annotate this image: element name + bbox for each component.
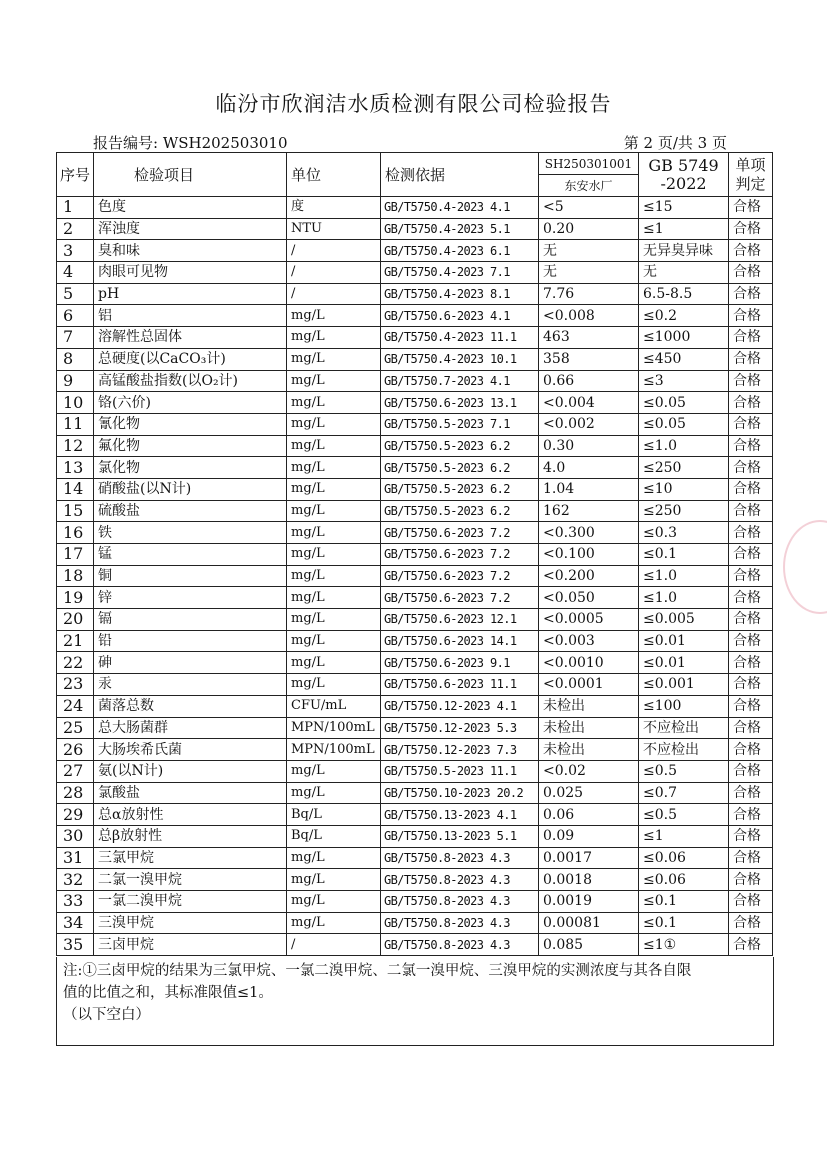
table-row xyxy=(57,197,773,219)
table-row xyxy=(57,891,773,913)
row-result: 7.76 xyxy=(539,283,639,305)
row-judgement: 合格 xyxy=(729,348,773,370)
row-seq: 11 xyxy=(57,413,94,435)
row-unit: mg/L xyxy=(287,327,381,349)
row-limit: ≤250 xyxy=(639,457,729,479)
row-result: 0.09 xyxy=(539,825,639,847)
row-seq: 27 xyxy=(57,760,94,782)
row-result: 0.0017 xyxy=(539,847,639,869)
row-item: 氯酸盐 xyxy=(94,782,287,804)
header-unit: 单位 xyxy=(287,153,381,197)
row-judgement: 合格 xyxy=(729,457,773,479)
row-unit: mg/L xyxy=(287,457,381,479)
row-result: <0.008 xyxy=(539,305,639,327)
row-unit: mg/L xyxy=(287,760,381,782)
table-row xyxy=(57,327,773,349)
row-unit: mg/L xyxy=(287,782,381,804)
row-unit: mg/L xyxy=(287,348,381,370)
row-seq: 32 xyxy=(57,869,94,891)
row-result: 无 xyxy=(539,240,639,262)
row-item: 肉眼可见物 xyxy=(94,262,287,284)
row-item: 大肠埃希氏菌 xyxy=(94,739,287,761)
table-row xyxy=(57,717,773,739)
row-seq: 10 xyxy=(57,392,94,414)
seal-stamp xyxy=(783,520,827,614)
table-row xyxy=(57,240,773,262)
row-result: 0.06 xyxy=(539,804,639,826)
row-unit: 度 xyxy=(287,197,381,219)
results-table xyxy=(56,152,773,956)
row-seq: 20 xyxy=(57,609,94,631)
row-judgement: 合格 xyxy=(729,587,773,609)
row-judgement: 合格 xyxy=(729,370,773,392)
table-row xyxy=(57,739,773,761)
row-item: 锌 xyxy=(94,587,287,609)
row-item: 高锰酸盐指数(以O₂计) xyxy=(94,370,287,392)
row-basis: GB/T5750.7-2023 4.1 xyxy=(381,370,539,392)
row-basis: GB/T5750.13-2023 5.1 xyxy=(381,825,539,847)
row-item: 锰 xyxy=(94,544,287,566)
row-result: 0.20 xyxy=(539,218,639,240)
row-limit: 6.5-8.5 xyxy=(639,283,729,305)
row-limit: ≤15 xyxy=(639,197,729,219)
row-item: 砷 xyxy=(94,652,287,674)
row-basis: GB/T5750.13-2023 4.1 xyxy=(381,804,539,826)
row-judgement: 合格 xyxy=(729,283,773,305)
row-result: <0.0001 xyxy=(539,674,639,696)
row-basis: GB/T5750.6-2023 14.1 xyxy=(381,630,539,652)
row-seq: 34 xyxy=(57,912,94,934)
table-row xyxy=(57,283,773,305)
row-judgement: 合格 xyxy=(729,544,773,566)
row-item: 二氯一溴甲烷 xyxy=(94,869,287,891)
row-judgement: 合格 xyxy=(729,674,773,696)
row-result: <0.200 xyxy=(539,565,639,587)
row-basis: GB/T5750.6-2023 9.1 xyxy=(381,652,539,674)
row-item: 色度 xyxy=(94,197,287,219)
note-line: 注:①三卤甲烷的结果为三氯甲烷、一氯二溴甲烷、二氯一溴甲烷、三溴甲烷的实测浓度与其各自限 xyxy=(63,963,692,979)
row-basis: GB/T5750.12-2023 7.3 xyxy=(381,739,539,761)
table-row xyxy=(57,869,773,891)
row-limit: ≤1.0 xyxy=(639,587,729,609)
row-unit: CFU/mL xyxy=(287,695,381,717)
row-unit: mg/L xyxy=(287,544,381,566)
row-item: 溶解性总固体 xyxy=(94,327,287,349)
row-judgement: 合格 xyxy=(729,500,773,522)
row-limit: ≤0.01 xyxy=(639,630,729,652)
row-item: 三溴甲烷 xyxy=(94,912,287,934)
row-seq: 2 xyxy=(57,218,94,240)
row-limit: ≤0.7 xyxy=(639,782,729,804)
row-judgement: 合格 xyxy=(729,478,773,500)
row-unit: mg/L xyxy=(287,500,381,522)
row-result: <0.0010 xyxy=(539,652,639,674)
row-limit: ≤1.0 xyxy=(639,565,729,587)
row-judgement: 合格 xyxy=(729,652,773,674)
row-judgement: 合格 xyxy=(729,847,773,869)
row-seq: 23 xyxy=(57,674,94,696)
row-limit: ≤250 xyxy=(639,500,729,522)
row-result: 0.66 xyxy=(539,370,639,392)
row-basis: GB/T5750.10-2023 20.2 xyxy=(381,782,539,804)
row-unit: mg/L xyxy=(287,370,381,392)
row-basis: GB/T5750.4-2023 11.1 xyxy=(381,327,539,349)
row-seq: 5 xyxy=(57,283,94,305)
row-seq: 18 xyxy=(57,565,94,587)
report-title: 临汾市欣润洁水质检测有限公司检验报告 xyxy=(215,92,612,116)
row-limit: ≤10 xyxy=(639,478,729,500)
row-unit: NTU xyxy=(287,218,381,240)
row-result: <0.004 xyxy=(539,392,639,414)
row-result: 0.025 xyxy=(539,782,639,804)
row-result: 358 xyxy=(539,348,639,370)
row-judgement: 合格 xyxy=(729,435,773,457)
table-row xyxy=(57,392,773,414)
table-row xyxy=(57,587,773,609)
row-unit: / xyxy=(287,283,381,305)
header-judgement: 单项判定 xyxy=(729,153,773,197)
row-seq: 17 xyxy=(57,544,94,566)
note-blank: （以下空白） xyxy=(63,1007,150,1023)
row-item: 汞 xyxy=(94,674,287,696)
row-unit: Bq/L xyxy=(287,804,381,826)
row-seq: 3 xyxy=(57,240,94,262)
row-unit: / xyxy=(287,240,381,262)
table-row xyxy=(57,934,773,956)
page-number: 第 2 页/共 3 页 xyxy=(623,134,727,152)
row-limit: ≤0.01 xyxy=(639,652,729,674)
row-result: 0.085 xyxy=(539,934,639,956)
row-result: <0.02 xyxy=(539,760,639,782)
row-item: 铁 xyxy=(94,522,287,544)
row-unit: mg/L xyxy=(287,587,381,609)
row-basis: GB/T5750.6-2023 7.2 xyxy=(381,565,539,587)
row-basis: GB/T5750.4-2023 4.1 xyxy=(381,197,539,219)
row-result: 0.30 xyxy=(539,435,639,457)
row-item: 总β放射性 xyxy=(94,825,287,847)
row-judgement: 合格 xyxy=(729,240,773,262)
row-result: <0.050 xyxy=(539,587,639,609)
row-judgement: 合格 xyxy=(729,934,773,956)
table-row xyxy=(57,348,773,370)
row-basis: GB/T5750.6-2023 7.2 xyxy=(381,587,539,609)
row-judgement: 合格 xyxy=(729,717,773,739)
row-item: 硝酸盐(以N计) xyxy=(94,478,287,500)
row-seq: 8 xyxy=(57,348,94,370)
row-result: <0.002 xyxy=(539,413,639,435)
row-seq: 21 xyxy=(57,630,94,652)
table-row xyxy=(57,782,773,804)
row-item: 铅 xyxy=(94,630,287,652)
row-judgement: 合格 xyxy=(729,804,773,826)
table-row xyxy=(57,262,773,284)
row-item: 总硬度(以CaCO₃计) xyxy=(94,348,287,370)
row-item: 氨(以N计) xyxy=(94,760,287,782)
row-result: 1.04 xyxy=(539,478,639,500)
row-judgement: 合格 xyxy=(729,392,773,414)
row-limit: 无 xyxy=(639,262,729,284)
row-unit: mg/L xyxy=(287,609,381,631)
row-limit: 无异臭异味 xyxy=(639,240,729,262)
row-result: <5 xyxy=(539,197,639,219)
report-meta xyxy=(93,132,727,152)
row-judgement: 合格 xyxy=(729,891,773,913)
row-judgement: 合格 xyxy=(729,327,773,349)
header-seq: 序号 xyxy=(57,153,94,197)
row-judgement: 合格 xyxy=(729,825,773,847)
row-seq: 29 xyxy=(57,804,94,826)
row-item: 铜 xyxy=(94,565,287,587)
row-basis: GB/T5750.4-2023 6.1 xyxy=(381,240,539,262)
row-basis: GB/T5750.12-2023 4.1 xyxy=(381,695,539,717)
row-unit: Bq/L xyxy=(287,825,381,847)
row-unit: mg/L xyxy=(287,674,381,696)
row-basis: GB/T5750.6-2023 13.1 xyxy=(381,392,539,414)
row-result: <0.003 xyxy=(539,630,639,652)
table-row xyxy=(57,522,773,544)
row-basis: GB/T5750.8-2023 4.3 xyxy=(381,847,539,869)
row-item: 浑浊度 xyxy=(94,218,287,240)
row-basis: GB/T5750.8-2023 4.3 xyxy=(381,891,539,913)
table-row xyxy=(57,630,773,652)
row-judgement: 合格 xyxy=(729,739,773,761)
row-judgement: 合格 xyxy=(729,695,773,717)
row-basis: GB/T5750.8-2023 4.3 xyxy=(381,869,539,891)
row-limit: 不应检出 xyxy=(639,739,729,761)
table-row xyxy=(57,695,773,717)
row-result: <0.300 xyxy=(539,522,639,544)
row-basis: GB/T5750.5-2023 6.2 xyxy=(381,478,539,500)
table-row xyxy=(57,825,773,847)
row-unit: mg/L xyxy=(287,912,381,934)
report-number: 报告编号: WSH202503010 xyxy=(93,134,288,152)
row-unit: mg/L xyxy=(287,652,381,674)
row-limit: ≤0.06 xyxy=(639,869,729,891)
row-basis: GB/T5750.8-2023 4.3 xyxy=(381,912,539,934)
table-row xyxy=(57,565,773,587)
row-seq: 7 xyxy=(57,327,94,349)
row-item: 总α放射性 xyxy=(94,804,287,826)
table-row xyxy=(57,435,773,457)
header-standard: GB 5749 -2022 xyxy=(639,153,729,197)
row-basis: GB/T5750.5-2023 6.2 xyxy=(381,500,539,522)
row-basis: GB/T5750.4-2023 7.1 xyxy=(381,262,539,284)
table-row xyxy=(57,305,773,327)
row-limit: ≤0.05 xyxy=(639,413,729,435)
row-judgement: 合格 xyxy=(729,782,773,804)
row-limit: ≤0.2 xyxy=(639,305,729,327)
row-basis: GB/T5750.12-2023 5.3 xyxy=(381,717,539,739)
row-basis: GB/T5750.5-2023 6.2 xyxy=(381,435,539,457)
row-seq: 24 xyxy=(57,695,94,717)
row-unit: mg/L xyxy=(287,869,381,891)
row-unit: mg/L xyxy=(287,891,381,913)
row-judgement: 合格 xyxy=(729,630,773,652)
row-result: 未检出 xyxy=(539,695,639,717)
row-judgement: 合格 xyxy=(729,197,773,219)
row-unit: mg/L xyxy=(287,435,381,457)
row-limit: ≤0.1 xyxy=(639,891,729,913)
row-item: 氟化物 xyxy=(94,435,287,457)
row-seq: 15 xyxy=(57,500,94,522)
row-result: 0.0018 xyxy=(539,869,639,891)
row-judgement: 合格 xyxy=(729,413,773,435)
row-result: 463 xyxy=(539,327,639,349)
row-limit: ≤3 xyxy=(639,370,729,392)
row-judgement: 合格 xyxy=(729,262,773,284)
table-row xyxy=(57,478,773,500)
row-judgement: 合格 xyxy=(729,760,773,782)
row-judgement: 合格 xyxy=(729,565,773,587)
row-seq: 35 xyxy=(57,934,94,956)
row-limit: 不应检出 xyxy=(639,717,729,739)
row-seq: 9 xyxy=(57,370,94,392)
row-limit: ≤1 xyxy=(639,218,729,240)
row-judgement: 合格 xyxy=(729,609,773,631)
table-row xyxy=(57,674,773,696)
row-limit: ≤1① xyxy=(639,934,729,956)
row-basis: GB/T5750.5-2023 7.1 xyxy=(381,413,539,435)
row-judgement: 合格 xyxy=(729,522,773,544)
row-item: 总大肠菌群 xyxy=(94,717,287,739)
row-seq: 28 xyxy=(57,782,94,804)
table-row xyxy=(57,500,773,522)
row-item: 镉 xyxy=(94,609,287,631)
row-basis: GB/T5750.6-2023 11.1 xyxy=(381,674,539,696)
row-basis: GB/T5750.6-2023 7.2 xyxy=(381,522,539,544)
note-box xyxy=(56,957,774,1046)
row-seq: 30 xyxy=(57,825,94,847)
row-limit: ≤0.005 xyxy=(639,609,729,631)
row-result: 未检出 xyxy=(539,739,639,761)
header-sample-name: 东安水厂 xyxy=(539,175,639,197)
row-seq: 22 xyxy=(57,652,94,674)
row-seq: 4 xyxy=(57,262,94,284)
row-limit: ≤0.1 xyxy=(639,544,729,566)
row-result: 0.00081 xyxy=(539,912,639,934)
row-basis: GB/T5750.8-2023 4.3 xyxy=(381,934,539,956)
row-result: 未检出 xyxy=(539,717,639,739)
row-limit: ≤100 xyxy=(639,695,729,717)
row-basis: GB/T5750.4-2023 5.1 xyxy=(381,218,539,240)
table-row xyxy=(57,413,773,435)
row-item: 一氯二溴甲烷 xyxy=(94,891,287,913)
row-limit: ≤0.001 xyxy=(639,674,729,696)
header-sample-id: SH250301001 xyxy=(539,153,639,175)
row-basis: GB/T5750.4-2023 8.1 xyxy=(381,283,539,305)
row-item: 三氯甲烷 xyxy=(94,847,287,869)
row-basis: GB/T5750.6-2023 7.2 xyxy=(381,544,539,566)
row-seq: 1 xyxy=(57,197,94,219)
row-seq: 33 xyxy=(57,891,94,913)
row-basis: GB/T5750.5-2023 6.2 xyxy=(381,457,539,479)
row-result: 4.0 xyxy=(539,457,639,479)
row-unit: mg/L xyxy=(287,392,381,414)
row-result: 162 xyxy=(539,500,639,522)
row-result: 0.0019 xyxy=(539,891,639,913)
row-seq: 6 xyxy=(57,305,94,327)
row-unit: mg/L xyxy=(287,413,381,435)
row-unit: mg/L xyxy=(287,565,381,587)
row-seq: 25 xyxy=(57,717,94,739)
row-limit: ≤0.06 xyxy=(639,847,729,869)
row-unit: mg/L xyxy=(287,522,381,544)
row-basis: GB/T5750.6-2023 12.1 xyxy=(381,609,539,631)
row-unit: / xyxy=(287,262,381,284)
row-result: <0.100 xyxy=(539,544,639,566)
row-limit: ≤0.1 xyxy=(639,912,729,934)
row-result: 无 xyxy=(539,262,639,284)
row-unit: MPN/100mL xyxy=(287,717,381,739)
table-row xyxy=(57,804,773,826)
table-row xyxy=(57,847,773,869)
row-item: 三卤甲烷 xyxy=(94,934,287,956)
table-row xyxy=(57,218,773,240)
row-item: 臭和味 xyxy=(94,240,287,262)
table-row xyxy=(57,544,773,566)
row-limit: ≤1 xyxy=(639,825,729,847)
row-judgement: 合格 xyxy=(729,305,773,327)
row-result: <0.0005 xyxy=(539,609,639,631)
row-seq: 13 xyxy=(57,457,94,479)
row-item: 硫酸盐 xyxy=(94,500,287,522)
row-item: pH xyxy=(94,283,287,305)
table-row xyxy=(57,609,773,631)
row-unit: mg/L xyxy=(287,305,381,327)
header-item: 检验项目 xyxy=(94,153,287,197)
table-row xyxy=(57,912,773,934)
header-basis: 检测依据 xyxy=(381,153,539,197)
row-seq: 19 xyxy=(57,587,94,609)
row-item: 氯化物 xyxy=(94,457,287,479)
row-unit: MPN/100mL xyxy=(287,739,381,761)
row-judgement: 合格 xyxy=(729,218,773,240)
row-limit: ≤0.3 xyxy=(639,522,729,544)
row-unit: mg/L xyxy=(287,478,381,500)
row-item: 铬(六价) xyxy=(94,392,287,414)
row-basis: GB/T5750.4-2023 10.1 xyxy=(381,348,539,370)
note-line: 值的比值之和，其标准限值≤1。 xyxy=(63,985,273,1001)
table-row xyxy=(57,370,773,392)
row-seq: 12 xyxy=(57,435,94,457)
table-row xyxy=(57,457,773,479)
row-seq: 14 xyxy=(57,478,94,500)
row-unit: / xyxy=(287,934,381,956)
row-limit: ≤0.5 xyxy=(639,760,729,782)
row-item: 菌落总数 xyxy=(94,695,287,717)
row-seq: 16 xyxy=(57,522,94,544)
row-unit: mg/L xyxy=(287,847,381,869)
row-judgement: 合格 xyxy=(729,869,773,891)
row-basis: GB/T5750.6-2023 4.1 xyxy=(381,305,539,327)
row-limit: ≤1.0 xyxy=(639,435,729,457)
row-judgement: 合格 xyxy=(729,912,773,934)
row-limit: ≤0.05 xyxy=(639,392,729,414)
row-basis: GB/T5750.5-2023 11.1 xyxy=(381,760,539,782)
row-limit: ≤1000 xyxy=(639,327,729,349)
row-limit: ≤450 xyxy=(639,348,729,370)
row-item: 氰化物 xyxy=(94,413,287,435)
row-seq: 26 xyxy=(57,739,94,761)
row-seq: 31 xyxy=(57,847,94,869)
row-item: 铝 xyxy=(94,305,287,327)
table-row xyxy=(57,760,773,782)
table-row xyxy=(57,652,773,674)
row-unit: mg/L xyxy=(287,630,381,652)
row-limit: ≤0.5 xyxy=(639,804,729,826)
